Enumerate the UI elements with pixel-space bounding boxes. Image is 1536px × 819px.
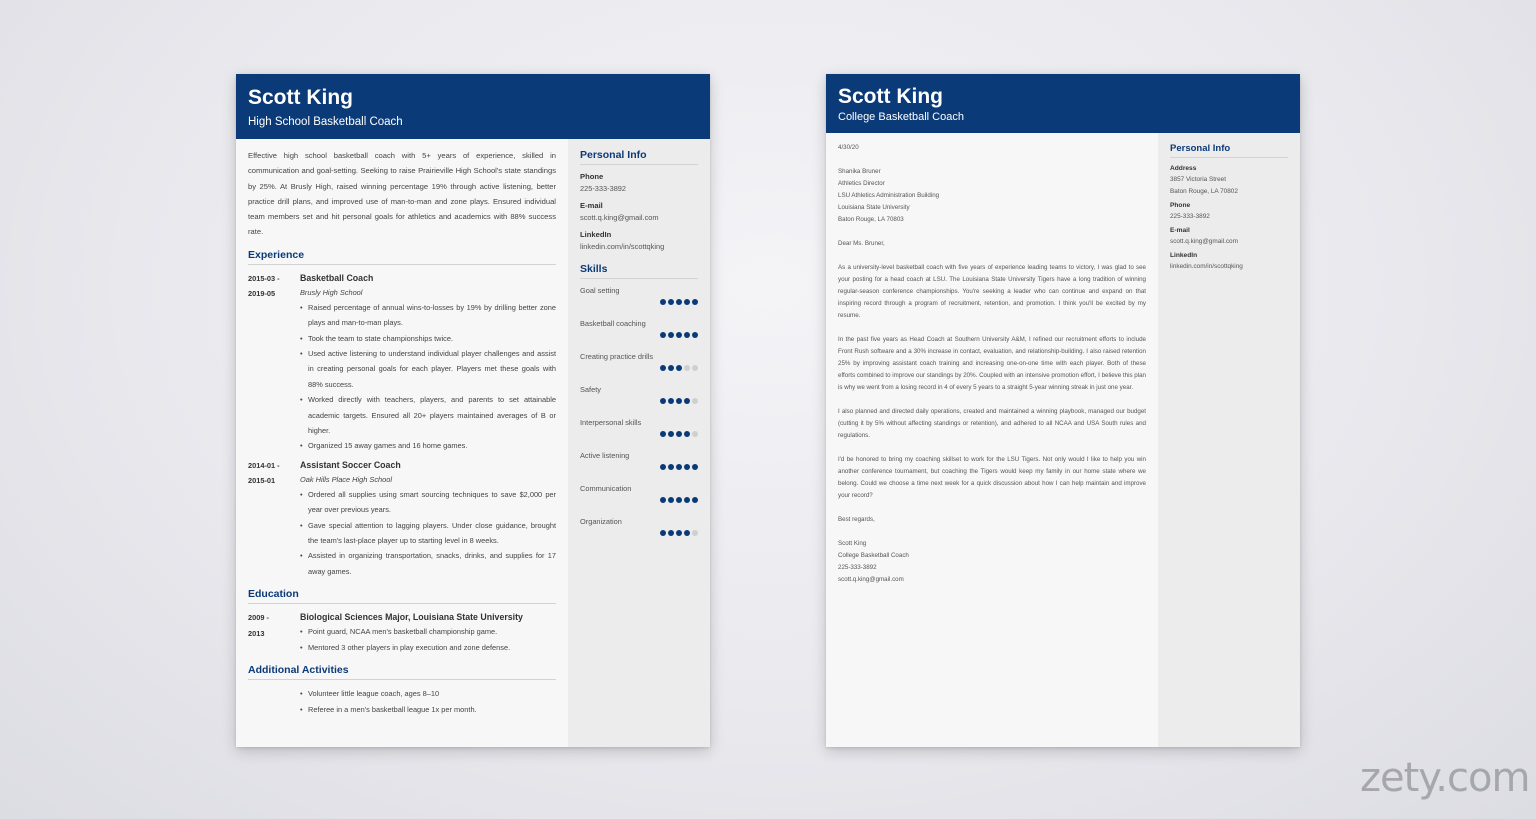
experience-date-start: 2014-01 - xyxy=(248,460,280,470)
resume-header xyxy=(236,74,710,139)
experience-bullets xyxy=(300,487,556,579)
skill-rating xyxy=(660,365,698,371)
rating-dot-filled xyxy=(684,299,690,305)
rating-dot-filled xyxy=(668,398,674,404)
rating-dot-filled xyxy=(692,497,698,503)
experience-dates xyxy=(248,271,300,454)
education-heading: Education xyxy=(248,588,556,604)
rating-dot-filled xyxy=(668,464,674,470)
experience-org: Oak Hills Place High School xyxy=(300,474,393,484)
letter-paragraphs xyxy=(838,262,1146,502)
rating-dot-filled xyxy=(660,464,666,470)
cover-letter-page xyxy=(826,74,1300,747)
skill-rating xyxy=(660,398,698,404)
education-dates xyxy=(248,610,300,655)
letter-greeting: Dear Ms. Bruner, xyxy=(838,240,885,247)
skill-name: Basketball coaching xyxy=(580,319,646,328)
experience-heading: Experience xyxy=(248,249,556,265)
zety-logo: zety.com xyxy=(1360,755,1530,801)
personal-info-label: E-mail xyxy=(580,201,603,210)
letter-info-value: 3857 Victoria Street Baton Rouge, LA 70802 xyxy=(1170,176,1238,195)
education-bullet: • Mentored 3 other players in play execution and zone defense. xyxy=(308,640,556,655)
rating-dot-filled xyxy=(692,299,698,305)
letter-date: 4/30/20 xyxy=(838,144,859,151)
signature-line: College Basketball Coach xyxy=(838,552,909,559)
skill-name: Safety xyxy=(580,385,601,394)
experience-dates xyxy=(248,458,300,579)
education-degree: Biological Sciences Major, Louisiana State University xyxy=(300,612,523,623)
experience-date-start: 2015-03 - xyxy=(248,273,280,283)
rating-dot-filled xyxy=(660,299,666,305)
letter-info-label: Phone xyxy=(1170,202,1191,209)
personal-info-value: 225-333-3892 xyxy=(580,184,627,193)
rating-dot-filled xyxy=(684,332,690,338)
activities-bullets xyxy=(300,686,556,717)
skills-heading: Skills xyxy=(580,263,698,279)
letter-job-title: College Basketball Coach xyxy=(838,111,964,123)
rating-dot-filled xyxy=(692,332,698,338)
activity-bullet: • Referee in a men's basketball league 1x per month. xyxy=(308,702,556,717)
rating-dot-filled xyxy=(684,431,690,437)
rating-dot-filled xyxy=(668,431,674,437)
recipient-line: LSU Athletics Administration Building xyxy=(838,192,940,199)
skill-name: Organization xyxy=(580,517,622,526)
experience-role: Assistant Soccer Coach xyxy=(300,459,401,470)
skill-name: Interpersonal skills xyxy=(580,418,642,427)
skill-rating xyxy=(660,464,698,470)
rating-dot-filled xyxy=(668,332,674,338)
letter-personal-info-list xyxy=(1170,164,1288,273)
rating-dot-filled xyxy=(668,530,674,536)
recipient-line: Athletics Director xyxy=(838,180,885,187)
resume-job-title: High School Basketball Coach xyxy=(248,116,403,128)
letter-closing: Best regards, xyxy=(838,516,875,523)
personal-info-value: scott.q.king@gmail.com xyxy=(580,213,659,222)
skill-name: Creating practice drills xyxy=(580,352,654,361)
letter-name: Scott King xyxy=(838,85,943,108)
rating-dot-filled xyxy=(676,464,682,470)
skill-name: Communication xyxy=(580,484,632,493)
rating-dot-filled xyxy=(676,398,682,404)
rating-dot-filled xyxy=(660,497,666,503)
personal-info-label: Phone xyxy=(580,172,604,181)
personal-info-heading: Personal Info xyxy=(580,149,698,165)
experience-org: Brusly High School xyxy=(300,287,363,297)
education-date-end: 2013 xyxy=(248,628,265,638)
rating-dot-empty xyxy=(692,530,698,536)
activity-bullet: • Volunteer little league coach, ages 8–10 xyxy=(308,686,556,701)
personal-info-label: LinkedIn xyxy=(580,230,612,239)
experience-bullet: • Used active listening to understand individual player challenges and assist in creating personal goals for each player. Players met these goals with 88% success. xyxy=(308,346,556,392)
rating-dot-filled xyxy=(676,431,682,437)
letter-body xyxy=(838,142,1146,598)
experience-date-end: 2019-05 xyxy=(248,289,276,299)
rating-dot-empty xyxy=(692,365,698,371)
skill-item xyxy=(580,450,698,483)
letter-header xyxy=(826,74,1300,133)
rating-dot-filled xyxy=(668,299,674,305)
personal-info-list xyxy=(580,171,698,253)
experience-entry xyxy=(248,271,556,454)
education-bullets xyxy=(300,624,556,655)
letter-info-label: E-mail xyxy=(1170,227,1190,234)
skills-list xyxy=(580,285,698,549)
skill-item xyxy=(580,285,698,318)
activities-entry xyxy=(248,686,556,717)
experience-body xyxy=(300,458,556,579)
rating-dot-empty xyxy=(692,431,698,437)
skill-rating xyxy=(660,431,698,437)
recipient-line: Louisiana State University xyxy=(838,204,910,211)
skill-name: Active listening xyxy=(580,451,630,460)
skill-name: Goal setting xyxy=(580,286,620,295)
experience-bullet: • Raised percentage of annual wins-to-losses by 19% by drilling better zone plays and man-to-man plays. xyxy=(308,300,556,331)
rating-dot-filled xyxy=(684,398,690,404)
rating-dot-filled xyxy=(692,464,698,470)
skill-rating xyxy=(660,299,698,305)
activities-heading: Additional Activities xyxy=(248,664,556,680)
experience-bullet: • Assisted in organizing transportation, snacks, drinks, and supplies for 17 away games. xyxy=(308,548,556,579)
letter-paragraph: I'd be honored to bring my coaching skillset to work for the LSU Tigers. Not only would I like to help you win another conference tournament, but coaching the Tigers would keep my family in our home state where we belong. Could we choose a time next week for a quick discussion about how I can help maintain and improve your record? xyxy=(838,456,1146,499)
rating-dot-empty xyxy=(684,365,690,371)
experience-list xyxy=(248,271,556,580)
letter-sidebar xyxy=(1158,133,1300,747)
letter-info-value: scott.q.king@gmail.com xyxy=(1170,238,1238,245)
rating-dot-filled xyxy=(676,497,682,503)
signature-line: scott.q.king@gmail.com xyxy=(838,576,904,583)
rating-dot-filled xyxy=(676,332,682,338)
signature-line: Scott King xyxy=(838,540,867,547)
letter-paragraph: As a university-level basketball coach with five years of experience leading teams to victory, I was glad to see your posting for a head coach at LSU. The Louisiana State University Tigers have a long tradition of winning regular-season conference championships. You're seeking a leader who can continue and expand on that inspiring record through a program of recruitment, retention, and promotion. I think you'll be excited by my resume. xyxy=(838,264,1146,319)
rating-dot-filled xyxy=(684,530,690,536)
rating-dot-filled xyxy=(668,497,674,503)
personal-info-value: linkedin.com/in/scottqking xyxy=(580,242,665,251)
rating-dot-filled xyxy=(668,365,674,371)
education-date-start: 2009 - xyxy=(248,613,269,623)
recipient-line: Shanika Bruner xyxy=(838,168,881,175)
letter-recipient xyxy=(838,166,1146,226)
skill-rating xyxy=(660,497,698,503)
experience-role: Basketball Coach xyxy=(300,272,374,283)
rating-dot-filled xyxy=(676,365,682,371)
skill-item xyxy=(580,351,698,384)
rating-dot-filled xyxy=(676,530,682,536)
skill-rating xyxy=(660,332,698,338)
experience-bullet: • Organized 15 away games and 16 home games. xyxy=(308,438,556,453)
education-entry xyxy=(248,610,556,655)
signature-line: 225-333-3892 xyxy=(838,564,877,571)
experience-bullet: • Took the team to state championships twice. xyxy=(308,331,556,346)
skill-item xyxy=(580,483,698,516)
rating-dot-empty xyxy=(692,398,698,404)
rating-dot-filled xyxy=(684,464,690,470)
resume-main-column xyxy=(248,148,556,721)
skill-item xyxy=(580,516,698,549)
experience-entry xyxy=(248,458,556,579)
experience-bullet: • Gave special attention to lagging players. Under close guidance, brought the team's last-place player up to starting level in 8 weeks. xyxy=(308,518,556,549)
skill-item xyxy=(580,417,698,450)
letter-info-value: 225-333-3892 xyxy=(1170,213,1210,220)
resume-sidebar xyxy=(568,139,710,747)
education-bullet: • Point guard, NCAA men's basketball championship game. xyxy=(308,624,556,639)
skill-rating xyxy=(660,530,698,536)
rating-dot-filled xyxy=(660,365,666,371)
resume-page xyxy=(236,74,710,747)
rating-dot-filled xyxy=(676,299,682,305)
letter-personal-info-heading: Personal Info xyxy=(1170,143,1288,158)
letter-paragraph: I also planned and directed daily operations, created and maintained a winning playbook, managed our budget (cutting it by 5% without affecting standings or retention), and adhered to all NCAA and USA South rules and regulations. xyxy=(838,408,1146,439)
letter-info-label: Address xyxy=(1170,165,1197,172)
rating-dot-filled xyxy=(684,497,690,503)
experience-bullet: • Ordered all supplies using smart sourcing techniques to save $2,000 per year over previous years. xyxy=(308,487,556,518)
rating-dot-filled xyxy=(660,398,666,404)
experience-bullet: • Worked directly with teachers, players, and parents to set attainable academic targets. Ensured all 20+ players maintained averages of B or higher. xyxy=(308,392,556,438)
letter-signature xyxy=(838,538,1146,586)
recipient-line: Baton Rouge, LA 70803 xyxy=(838,216,904,223)
experience-bullets xyxy=(300,300,556,454)
letter-info-label: LinkedIn xyxy=(1170,252,1198,259)
experience-body xyxy=(300,271,556,454)
skill-item xyxy=(580,384,698,417)
resume-summary: Effective high school basketball coach with 5+ years of experience, skilled in communication and goal-setting. Seeking to raise Prairieville High School's state standings by 25%. At Brusly High, raised winning percentage 19% through active listening, better practice drill plans, and improved use of man-to-man and zone plays. Ensured individual team members set and hit personal goals for athletics and academics with 88% success rate. xyxy=(248,151,556,237)
resume-name: Scott King xyxy=(248,86,353,109)
letter-paragraph: In the past five years as Head Coach at Southern University A&M, I refined our recruitment efforts to include Front Rush software and a 30% increase in contact, evaluation, and relationship-building. I also raised retention 25% by improving assistant coach training and increasing one-on-one time with each player. Both of these efforts combined to improve our standings by 20%. Coupled with an intensive promotion effort, I believe this plan is why we went from a losing record in 4 of every 5 years to a straight 5-year winning streak in just one year. xyxy=(838,336,1146,391)
rating-dot-filled xyxy=(660,530,666,536)
skill-item xyxy=(580,318,698,351)
rating-dot-filled xyxy=(660,332,666,338)
rating-dot-filled xyxy=(660,431,666,437)
letter-info-value: linkedin.com/in/scottqking xyxy=(1170,263,1243,270)
experience-date-end: 2015-01 xyxy=(248,476,276,486)
